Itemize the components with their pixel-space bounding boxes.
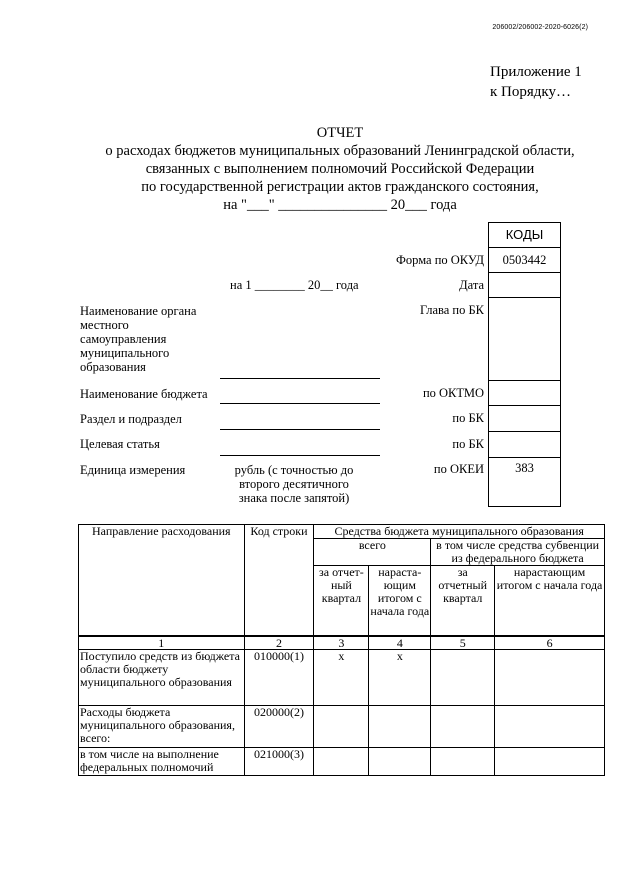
organ-label: Наименование органа местного самоуправления муниципального образования (80, 304, 197, 374)
row-1-c4: х (369, 649, 431, 705)
okud-code: 0503442 (489, 248, 560, 273)
appendix-line-1: Приложение 1 (490, 64, 582, 80)
bk-label-1: по БК (452, 411, 484, 425)
date-label: Дата (459, 278, 484, 292)
glava-code (489, 298, 560, 381)
okei-code: 383 (489, 458, 560, 507)
report-date-line: на "___" _______________ 20___ года (223, 197, 457, 213)
row-1-c5 (431, 649, 495, 705)
oktmo-label: по ОКТМО (422, 386, 484, 400)
organ-underline (220, 378, 380, 379)
header-cumulative-total: нараста-ющим итогом с начала года (369, 566, 431, 636)
okud-label: Форма по ОКУД (396, 253, 484, 267)
col-num-5: 5 (431, 636, 495, 650)
glava-label: Глава по БК (419, 303, 484, 317)
table-row (79, 649, 605, 705)
bk-code-1 (489, 406, 560, 432)
razdel-underline (220, 429, 380, 430)
appendix-line-2: к Порядку… (490, 84, 571, 100)
header-quarter-subvention: за отчетный квартал (431, 566, 495, 636)
oktmo-code (489, 381, 560, 406)
col-num-6: 6 (495, 636, 605, 650)
document-number: 206002/206002-2020-6026(2) (492, 24, 588, 31)
table-row (79, 747, 605, 775)
header-subvention: в том числе средства субвенции из федерального бюджета (431, 539, 605, 566)
report-heading: ОТЧЕТ (316, 125, 364, 141)
col-num-4: 4 (369, 636, 431, 650)
col-num-3: 3 (314, 636, 369, 650)
okei-label: по ОКЕИ (433, 462, 484, 476)
statya-underline (220, 455, 380, 456)
codes-header: КОДЫ (489, 223, 560, 248)
row-3-c5 (431, 747, 495, 775)
row-3-c3 (314, 747, 369, 775)
row-2-code: 020000(2) (244, 705, 314, 747)
row-2-name: Расходы бюджета муниципального образования, всего: (79, 705, 245, 747)
date-field-line: на 1 ________ 20__ года (230, 278, 359, 292)
header-funds: Средства бюджета муниципального образования (314, 525, 605, 539)
header-total: всего (314, 539, 431, 566)
unit-value: рубль (с точностью до второго десятичного знака после запятой) (234, 463, 354, 505)
row-3-code: 021000(3) (244, 747, 314, 775)
report-title-line-3: по государственной регистрации актов гражданского состояния, (141, 179, 539, 195)
row-1-c3: х (314, 649, 369, 705)
expenses-table (78, 524, 605, 776)
table-row (79, 705, 605, 747)
row-2-c4 (369, 705, 431, 747)
header-code: Код строки (244, 525, 314, 636)
statya-label: Целевая статья (80, 437, 160, 451)
row-1-name: Поступило средств из бюджета области бюджету муниципального образования (79, 649, 245, 705)
unit-label: Единица измерения (80, 463, 186, 477)
codes-column (488, 222, 561, 507)
bk-code-2 (489, 432, 560, 458)
budget-label: Наименование бюджета (80, 387, 208, 401)
row-2-c3 (314, 705, 369, 747)
row-3-c4 (369, 747, 431, 775)
header-cumulative-subvention: нарастающим итогом с начала года (495, 566, 605, 636)
header-direction: Направление расходования (79, 525, 245, 636)
report-title-line-1: о расходах бюджетов муниципальных образований Ленинградской области, (105, 143, 575, 159)
razdel-label: Раздел и подраздел (80, 412, 182, 426)
budget-underline (220, 403, 380, 404)
row-3-name: в том числе на выполнение федеральных полномочий (79, 747, 245, 775)
header-quarter-total: за отчет-ный квартал (314, 566, 369, 636)
col-num-2: 2 (244, 636, 314, 650)
bk-label-2: по БК (452, 437, 484, 451)
row-1-c6 (495, 649, 605, 705)
row-3-c6 (495, 747, 605, 775)
row-2-c6 (495, 705, 605, 747)
row-1-code: 010000(1) (244, 649, 314, 705)
date-code (489, 273, 560, 298)
col-num-1: 1 (79, 636, 245, 650)
appendix-note (490, 62, 582, 102)
row-2-c5 (431, 705, 495, 747)
report-title-line-2: связанных с выполнением полномочий Российской Федерации (145, 161, 535, 177)
